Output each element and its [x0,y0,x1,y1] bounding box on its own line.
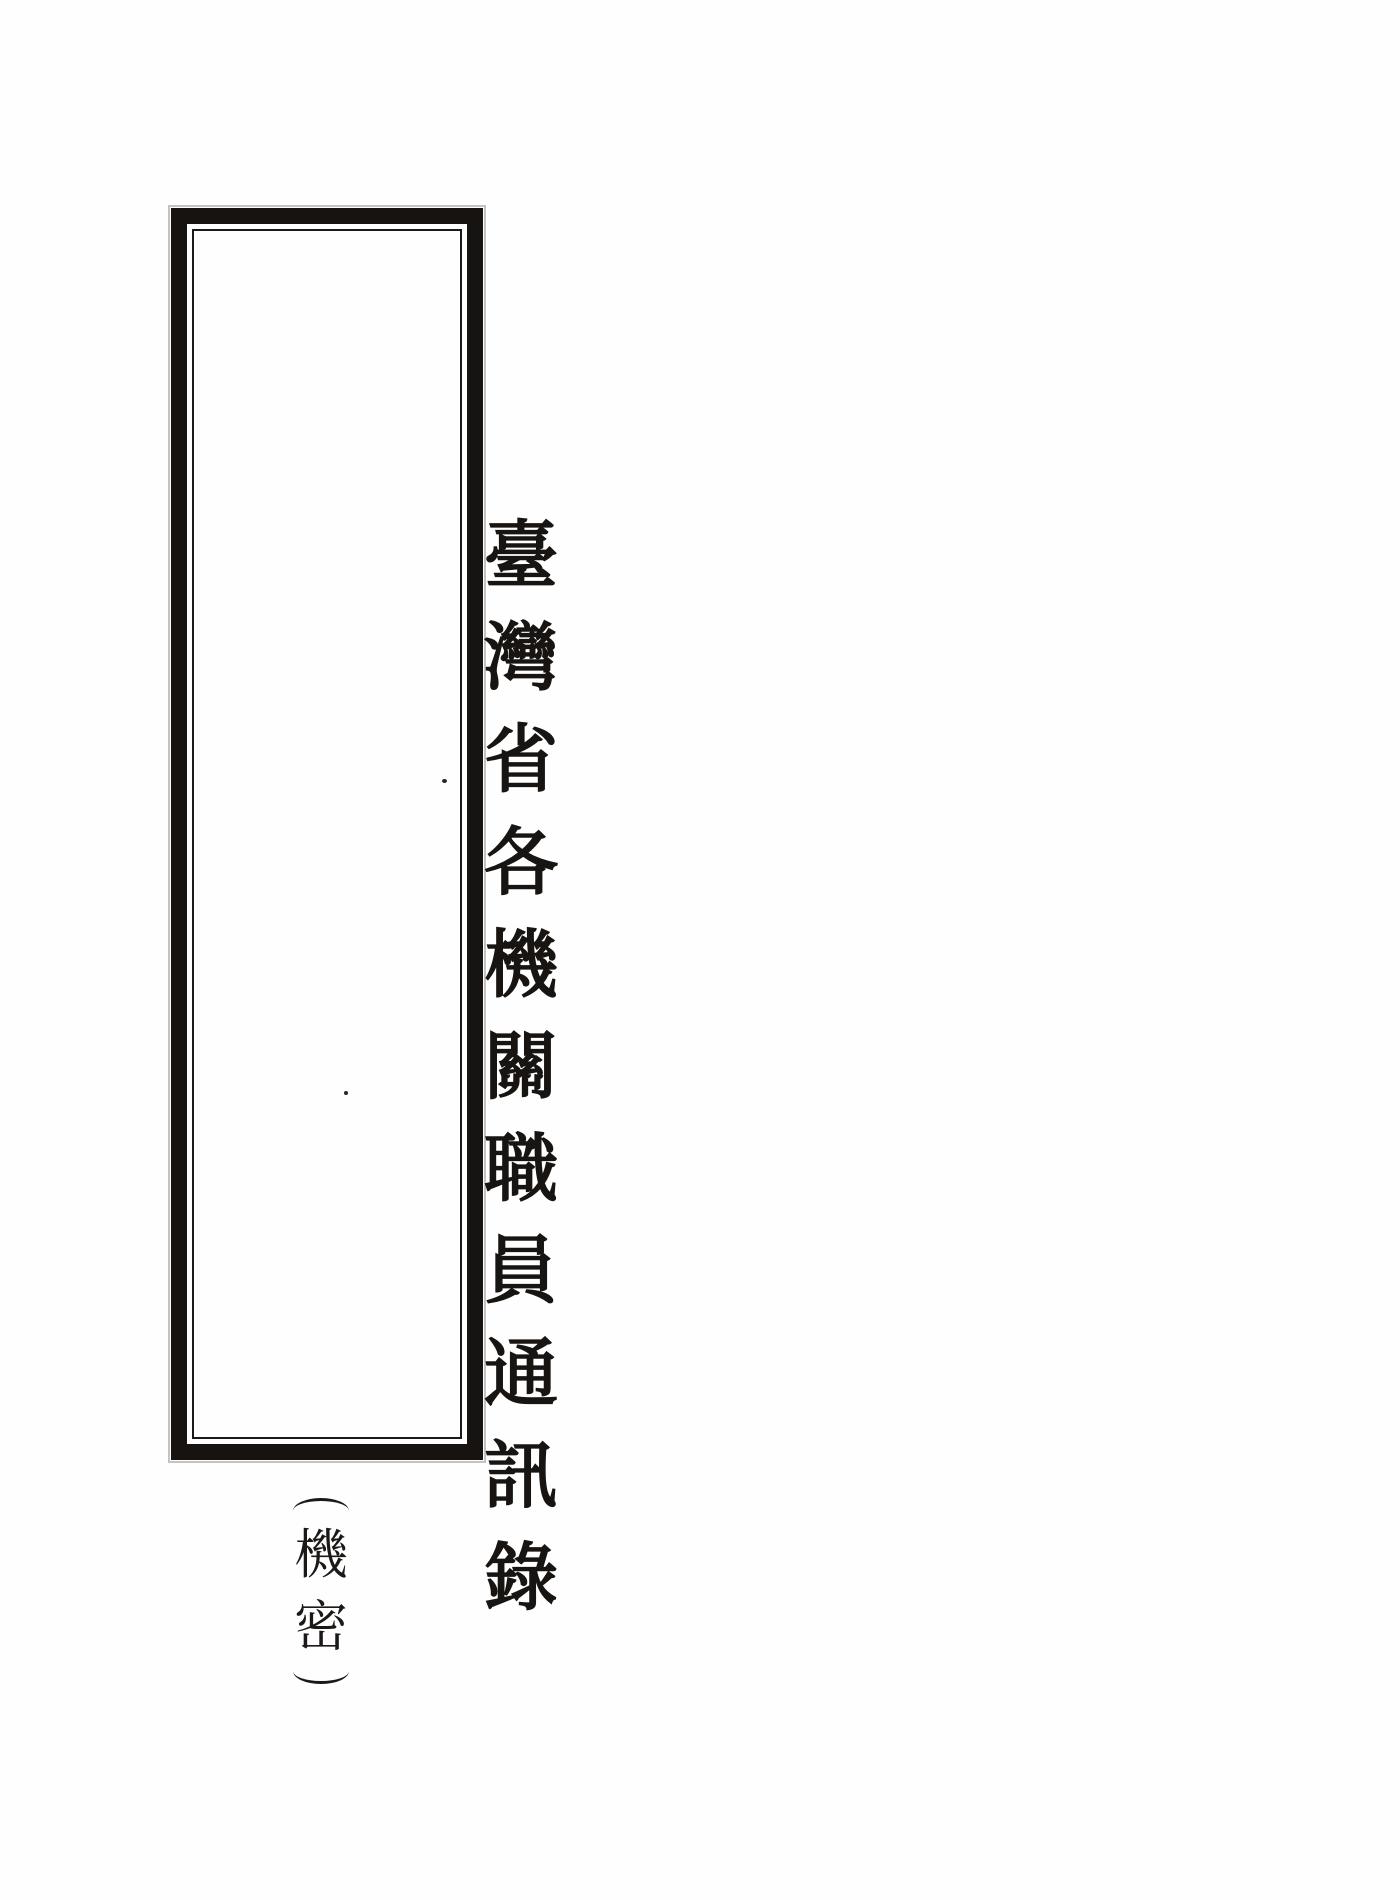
title-frame-border [171,208,558,1621]
title-char-11: 錄 [484,1534,558,1621]
title-char-6: 關 [484,1023,558,1110]
title-char-9: 通 [484,1330,558,1417]
title-frame-inner-rule [192,229,558,1621]
vertical-open-paren-icon [293,1498,349,1511]
title-char-10: 訊 [484,1432,558,1519]
ink-speck [344,1091,348,1095]
title-char-1: 臺 [484,513,558,599]
title-char-2: 灣 [484,615,558,702]
book-title-vertical [481,513,561,1621]
classification-mark [290,1498,352,1684]
ink-speck [442,779,447,783]
classification-char-2: 密 [294,1595,348,1659]
vertical-close-paren-icon [293,1671,349,1684]
title-char-4: 各 [484,819,558,906]
title-char-5: 機 [484,921,558,1008]
title-char-8: 員 [484,1228,558,1315]
classification-char-1: 機 [294,1522,348,1586]
title-char-3: 省 [484,717,558,804]
title-char-7: 職 [484,1126,558,1213]
